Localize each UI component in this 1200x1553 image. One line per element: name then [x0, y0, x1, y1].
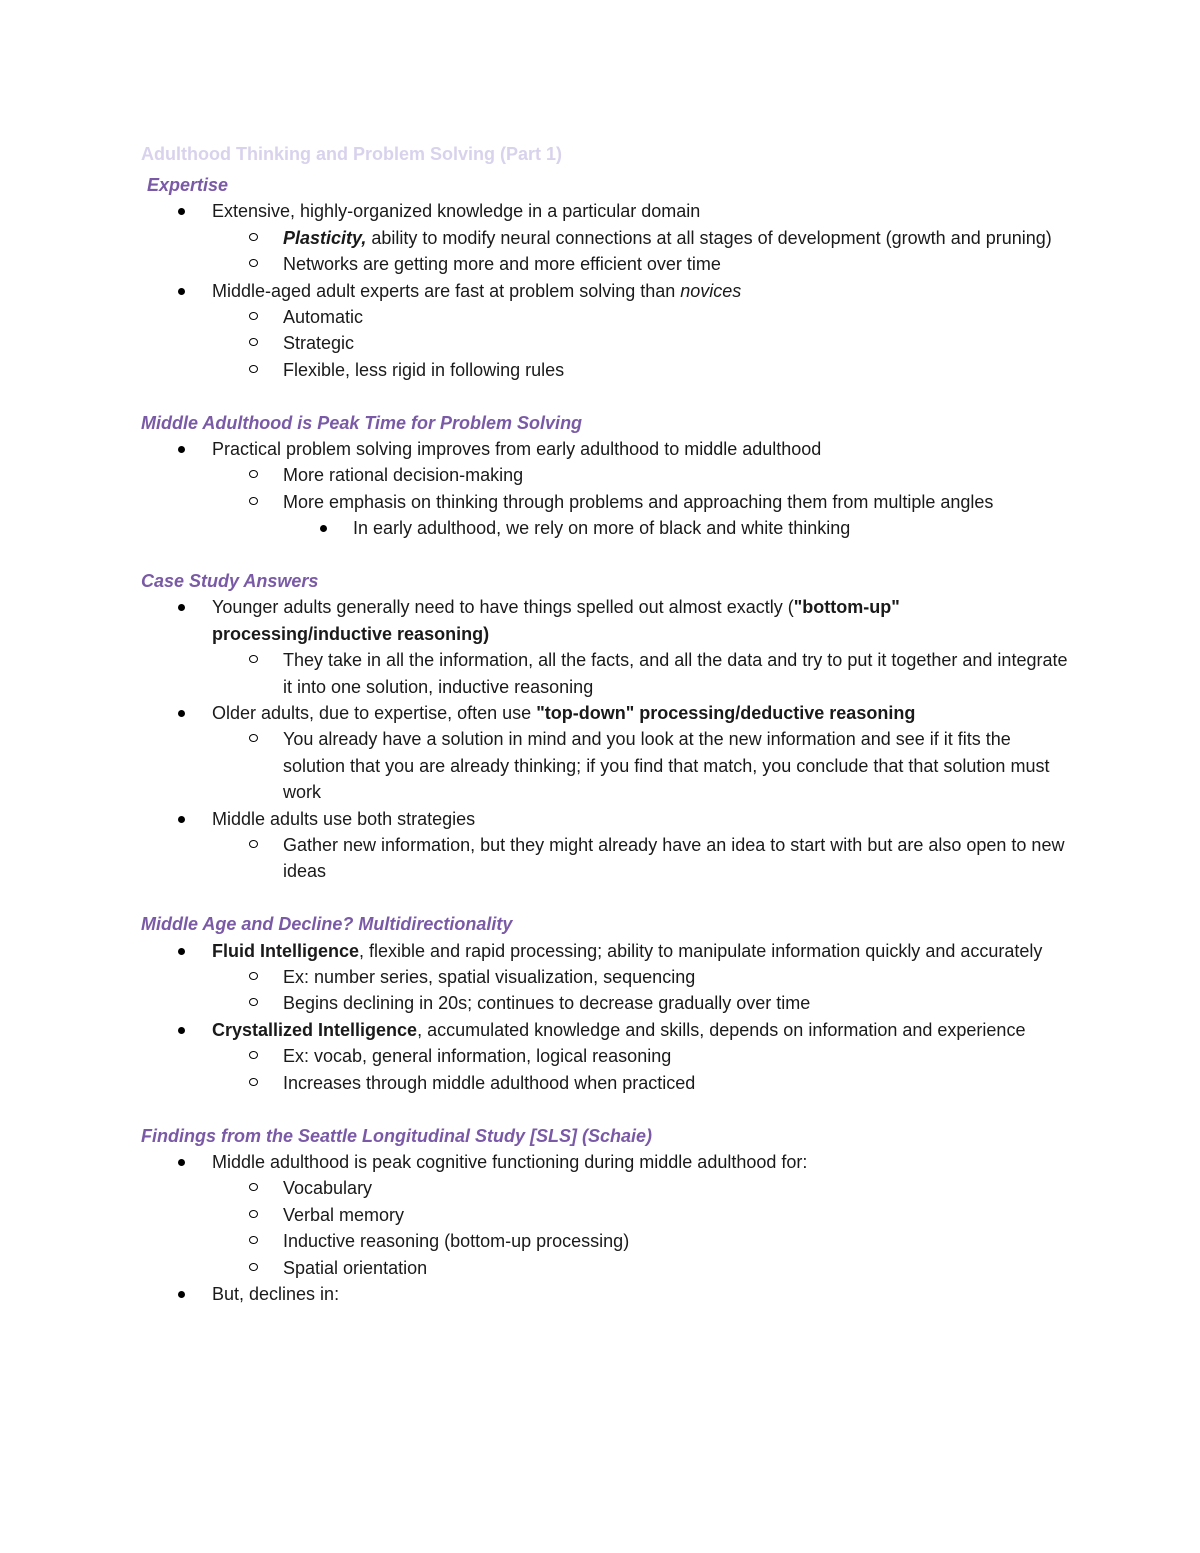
bullet-circle-icon — [243, 304, 263, 330]
bullet-circle-icon — [243, 489, 263, 515]
list-item: Fluid Intelligence, flexible and rapid processing; ability to manipulate information quickly and accurately — [141, 938, 1071, 964]
list-item: Practical problem solving improves from early adulthood to middle adulthood — [141, 436, 1071, 462]
list-item: Spatial orientation — [141, 1255, 1071, 1281]
list-item: Younger adults generally need to have things spelled out almost exactly ("bottom-up" processing/inductive reasoning) — [141, 594, 1071, 647]
document-title: Adulthood Thinking and Problem Solving (Part 1) — [141, 144, 562, 164]
list-item: Gather new information, but they might already have an idea to start with but are also open to new ideas — [141, 832, 1071, 885]
list-item: Increases through middle adulthood when practiced — [141, 1070, 1071, 1096]
peak-list — [141, 436, 1071, 542]
bullet-circle-icon — [243, 462, 263, 488]
bullet-dot-icon — [171, 1017, 191, 1043]
list-item: Middle adulthood is peak cognitive functioning during middle adulthood for: — [141, 1149, 1071, 1175]
list-item: Ex: number series, spatial visualization, sequencing — [141, 964, 1071, 990]
decline-list — [141, 938, 1071, 1096]
bullet-circle-icon — [243, 251, 263, 277]
list-item: More rational decision-making — [141, 462, 1071, 488]
section-heading-expertise: Expertise — [147, 175, 229, 195]
term-plasticity: Plasticity, — [283, 227, 367, 248]
bullet-circle-icon — [243, 225, 263, 251]
list-item: Crystallized Intelligence, accumulated knowledge and skills, depends on information and experience — [141, 1017, 1071, 1043]
bullet-dot-icon — [171, 278, 191, 304]
bullet-circle-icon — [243, 1043, 263, 1069]
list-item: Strategic — [141, 330, 1071, 356]
list-item: Flexible, less rigid in following rules — [141, 357, 1071, 383]
section-heading-peak: Middle Adulthood is Peak Time for Problem Solving — [141, 412, 583, 433]
list-item: But, declines in: — [141, 1281, 1071, 1307]
section-heading-decline: Middle Age and Decline? Multidirectionality — [141, 914, 513, 935]
bullet-dot-icon — [171, 700, 191, 726]
bullet-circle-icon — [243, 330, 263, 356]
bullet-circle-icon — [243, 964, 263, 990]
bullet-dot-icon — [171, 806, 191, 832]
term-novices: novices — [680, 280, 742, 301]
list-item: Inductive reasoning (bottom-up processing) — [141, 1228, 1071, 1254]
bullet-circle-icon — [243, 1175, 263, 1201]
list-item: Automatic — [141, 304, 1071, 330]
list-item: In early adulthood, we rely on more of black and white thinking — [141, 515, 1071, 541]
bullet-dot-icon — [171, 1149, 191, 1175]
bullet-dot-icon — [171, 198, 191, 224]
list-item: Middle adults use both strategies — [141, 806, 1071, 832]
list-item: Older adults, due to expertise, often use "top-down" processing/deductive reasoning — [141, 700, 1071, 726]
bullet-circle-icon — [243, 1070, 263, 1096]
bullet-circle-icon — [243, 357, 263, 383]
list-item: Plasticity, ability to modify neural connections at all stages of development (growth and pruning) — [141, 225, 1071, 251]
bullet-circle-icon — [243, 1202, 263, 1228]
expertise-list — [141, 198, 1071, 383]
bullet-dot-icon — [171, 1281, 191, 1307]
list-item: Ex: vocab, general information, logical reasoning — [141, 1043, 1071, 1069]
bullet-dot-icon — [171, 436, 191, 462]
bullet-circle-icon — [243, 990, 263, 1016]
list-item: You already have a solution in mind and you look at the new information and see if it fits the solution that you are already thinking; if you find that match, you conclude that that solution must work — [141, 726, 1071, 805]
list-item: Extensive, highly-organized knowledge in a particular domain — [141, 198, 1071, 224]
document-body — [141, 172, 1071, 1307]
bullet-dot-icon — [171, 938, 191, 964]
section-heading-sls: Findings from the Seattle Longitudinal Study [SLS] (Schaie) — [141, 1125, 653, 1146]
bullet-circle-icon — [243, 1255, 263, 1281]
list-item: Verbal memory — [141, 1202, 1071, 1228]
list-item: Middle-aged adult experts are fast at problem solving than novices — [141, 278, 1071, 304]
bullet-dot-icon — [171, 594, 191, 620]
bullet-dot-icon — [313, 515, 333, 541]
bullet-circle-icon — [243, 647, 263, 673]
list-item: Networks are getting more and more efficient over time — [141, 251, 1071, 277]
bullet-circle-icon — [243, 832, 263, 858]
section-heading-case-study: Case Study Answers — [141, 571, 319, 592]
list-item: Vocabulary — [141, 1175, 1071, 1201]
bullet-circle-icon — [243, 726, 263, 752]
sls-list — [141, 1149, 1071, 1307]
list-item: Begins declining in 20s; continues to decrease gradually over time — [141, 990, 1071, 1016]
case-study-list — [141, 594, 1071, 884]
bullet-circle-icon — [243, 1228, 263, 1254]
list-item: More emphasis on thinking through problems and approaching them from multiple angles — [141, 489, 1071, 515]
list-item: They take in all the information, all the facts, and all the data and try to put it together and integrate it into one solution, inductive reasoning — [141, 647, 1071, 700]
